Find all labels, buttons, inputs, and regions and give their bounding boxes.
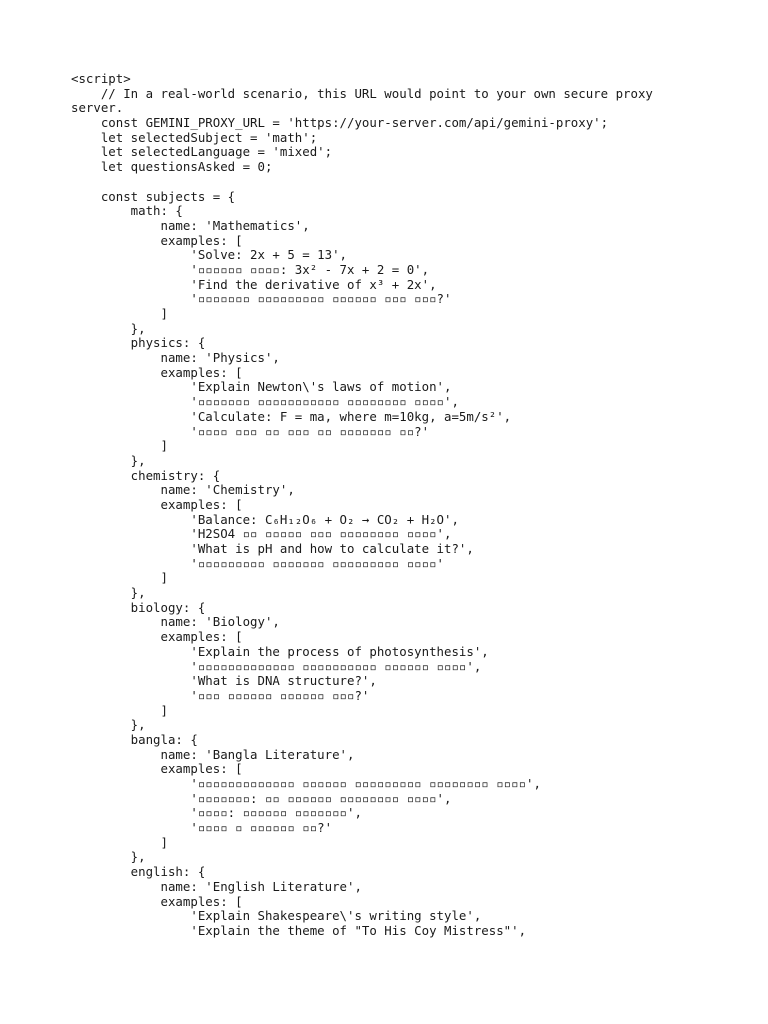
code-line: examples: [ — [71, 761, 243, 777]
code-line: biology: { — [71, 599, 206, 615]
code-line: examples: [ — [71, 629, 243, 645]
code-line: ] — [71, 438, 168, 454]
code-line: name: 'Bangla Literature', — [71, 746, 355, 762]
code-line: ] — [71, 306, 168, 321]
code-line: math: { — [71, 203, 183, 219]
code-line: '▫▫▫ ▫▫▫▫▫▫ ▫▫▫▫▫▫ ▫▫▫?' — [71, 687, 370, 703]
code-line: let selectedLanguage = 'mixed'; — [71, 144, 333, 160]
code-line: '▫▫▫▫ ▫▫▫ ▫▫ ▫▫▫ ▫▫ ▫▫▫▫▫▫▫ ▫▫?' — [71, 423, 430, 439]
code-line: }, — [71, 452, 146, 468]
code-document — [71, 72, 751, 939]
code-line: '▫▫▫▫▫▫▫▫▫ ▫▫▫▫▫▫▫ ▫▫▫▫▫▫▫▫▫ ▫▫▫▫' — [71, 555, 444, 571]
code-line: ] — [71, 834, 168, 850]
code-line: bangla: { — [71, 731, 198, 747]
code-line: let selectedSubject = 'math'; — [71, 129, 318, 145]
code-line: server. — [71, 100, 124, 116]
code-line: }, — [71, 585, 146, 601]
code-line: ] — [71, 570, 168, 586]
code-line: physics: { — [71, 335, 206, 351]
code-line: '▫▫▫▫ ▫ ▫▫▫▫▫▫ ▫▫?' — [71, 820, 333, 836]
code-line: '▫▫▫▫▫▫ ▫▫▫▫: 3x² - 7x + 2 = 0', — [71, 261, 430, 277]
code-line — [71, 175, 751, 190]
code-line: }, — [71, 717, 146, 733]
code-line: '▫▫▫▫▫▫▫ ▫▫▫▫▫▫▫▫▫▫▫ ▫▫▫▫▫▫▫▫ ▫▫▫▫', — [71, 394, 459, 410]
code-line: '▫▫▫▫▫▫▫: ▫▫ ▫▫▫▫▫▫ ▫▫▫▫▫▫▫▫ ▫▫▫▫', — [71, 790, 452, 806]
code-line: '▫▫▫▫▫▫▫▫▫▫▫▫▫ ▫▫▫▫▫▫ ▫▫▫▫▫▫▫▫▫ ▫▫▫▫▫▫▫▫ ▫▫▫▫', — [71, 776, 541, 791]
code-line: 'Calculate: F = ma, where m=10kg, a=5m/s²', — [71, 408, 512, 424]
code-line: '▫▫▫▫▫▫▫▫▫▫▫▫▫ ▫▫▫▫▫▫▫▫▫▫ ▫▫▫▫▫▫ ▫▫▫▫', — [71, 658, 482, 674]
code-line: const subjects = { — [71, 188, 236, 204]
code-line: name: 'Biology', — [71, 614, 280, 630]
code-line: examples: [ — [71, 893, 243, 909]
code-line: let questionsAsked = 0; — [71, 159, 273, 175]
code-line: examples: [ — [71, 232, 243, 248]
code-line: 'What is DNA structure?', — [71, 673, 377, 689]
code-line: 'Explain the process of photosynthesis', — [71, 643, 489, 659]
code-line: 'Find the derivative of x³ + 2x', — [71, 276, 437, 292]
code-line: chemistry: { — [71, 467, 221, 483]
code-line: examples: [ — [71, 496, 243, 512]
code-line: 'What is pH and how to calculate it?', — [71, 541, 474, 556]
code-line: '▫▫▫▫: ▫▫▫▫▫▫ ▫▫▫▫▫▫▫', — [71, 805, 362, 821]
code-line: name: 'Physics', — [71, 350, 280, 366]
code-line: // In a real-world scenario, this URL would point to your own secure proxy — [71, 85, 653, 101]
code-line: name: 'English Literature', — [71, 878, 362, 894]
code-line: 'Balance: C₆H₁₂O₆ + O₂ → CO₂ + H₂O', — [71, 511, 459, 527]
code-line: 'Explain Shakespeare\'s writing style', — [71, 908, 482, 924]
code-line: const GEMINI_PROXY_URL = 'https://your-server.com/api/gemini-proxy'; — [71, 115, 609, 131]
code-line: examples: [ — [71, 364, 243, 380]
code-line: <script> — [71, 71, 131, 86]
code-line: 'Explain the theme of "To His Coy Mistress"', — [71, 922, 527, 938]
code-line: }, — [71, 320, 146, 336]
code-line: ] — [71, 702, 168, 718]
code-line: english: { — [71, 864, 206, 880]
code-line: 'H2SO4 ▫▫ ▫▫▫▫▫ ▫▫▫ ▫▫▫▫▫▫▫▫ ▫▫▫▫', — [71, 526, 452, 542]
code-line: name: 'Chemistry', — [71, 482, 295, 498]
code-line: 'Explain Newton\'s laws of motion', — [71, 379, 452, 395]
code-line: }, — [71, 849, 146, 865]
code-line: '▫▫▫▫▫▫▫ ▫▫▫▫▫▫▫▫▫ ▫▫▫▫▫▫ ▫▫▫ ▫▫▫?' — [71, 291, 452, 307]
code-line: 'Solve: 2x + 5 = 13', — [71, 247, 348, 263]
code-line: name: 'Mathematics', — [71, 217, 310, 233]
